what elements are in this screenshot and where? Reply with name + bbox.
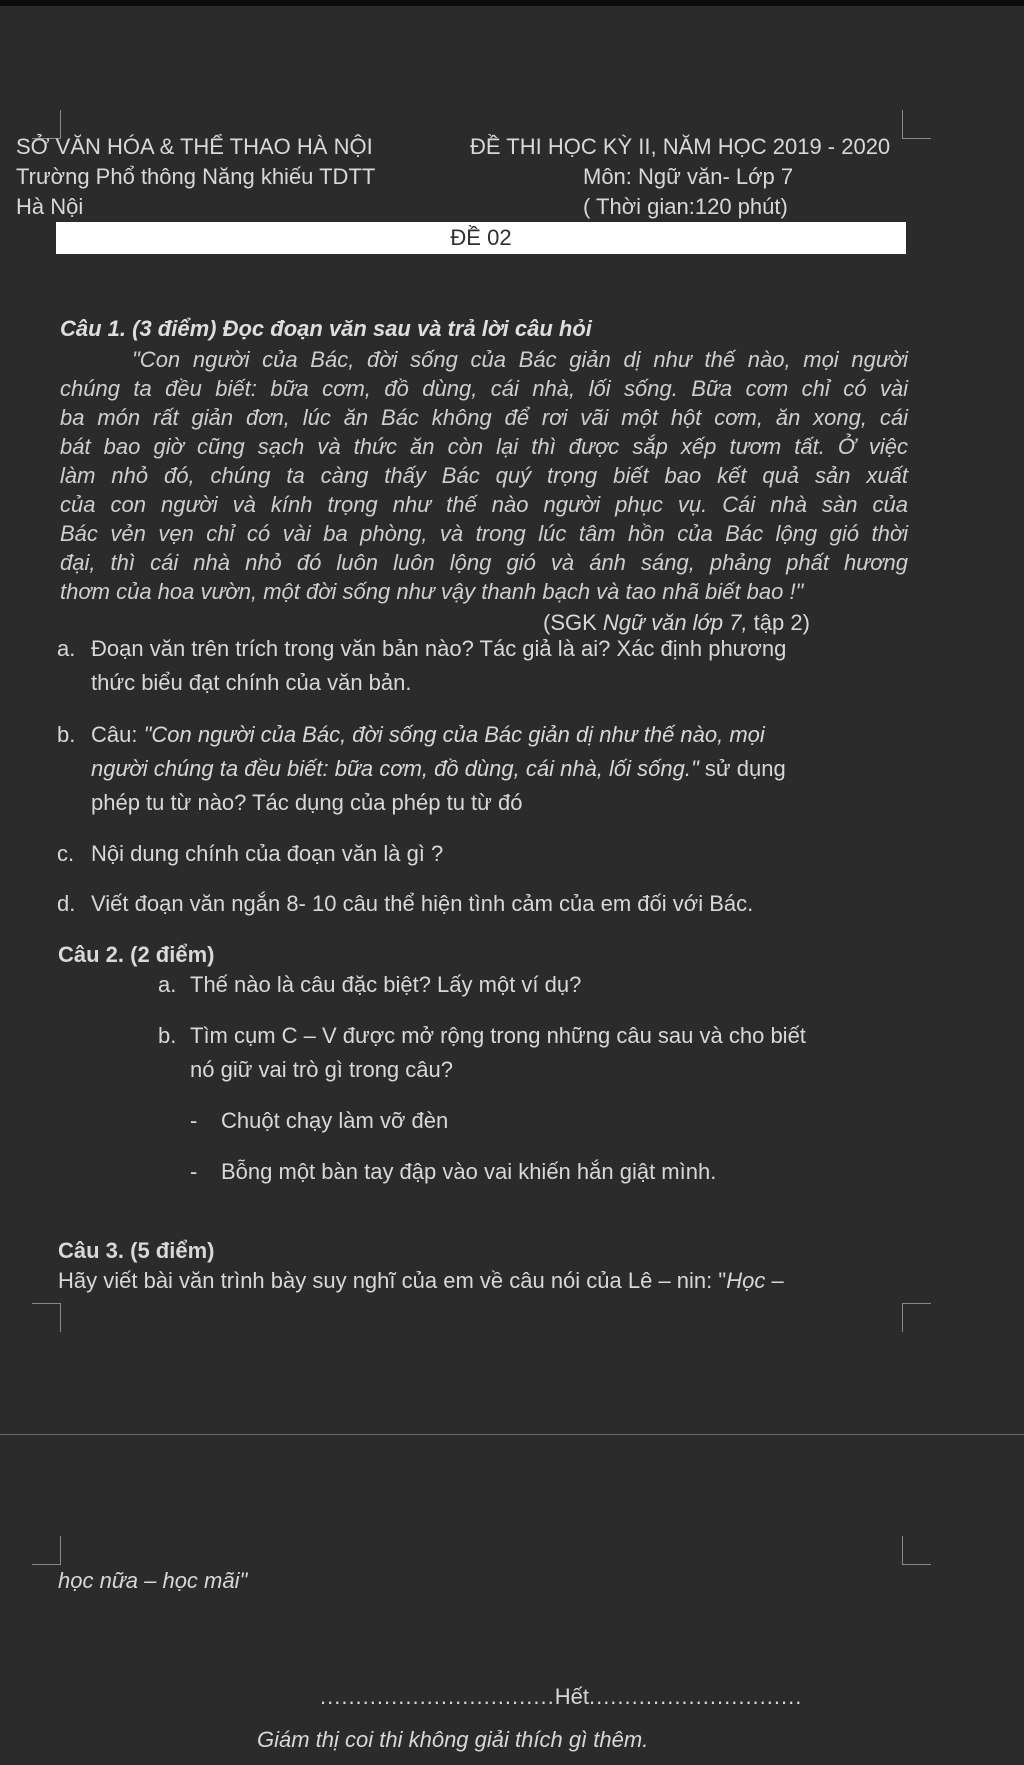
top-bar (0, 0, 1024, 6)
q3-prompt: Hãy viết bài văn trình bày suy nghĩ của em về câu nói của Lê – nin: " (58, 1268, 727, 1293)
passage-line: ba món rất giản đơn, lúc ăn Bác không để rơi vãi một hột cơm, ăn xong, cái (60, 405, 908, 430)
exam-title: ĐỀ THI HỌC KỲ II, NĂM HỌC 2019 - 2020 (470, 134, 891, 159)
end-word: Hết (554, 1684, 589, 1709)
subject-line: Môn: Ngữ văn- Lớp 7 (583, 164, 794, 189)
reading-passage (60, 345, 908, 606)
passage-line: đại, thì cái nhà nhỏ đó luôn luôn lộng gió và ánh sáng, phảng phất hương (60, 550, 908, 575)
source-book: Ngữ văn lớp 7, (602, 610, 748, 635)
passage-line: "Con người của Bác, đời sống của Bác giản dị như thế nào, mọi người (132, 347, 908, 372)
q1-b-quote-part2: người chúng ta đều biết: bữa cơm, đồ dùng, cái nhà, lối sống." (91, 756, 699, 781)
source-suffix: tập 2) (747, 610, 810, 635)
q2-sentence-1: Chuột chạy làm vỡ đèn (221, 1108, 449, 1133)
q1-c-label: c. (57, 841, 75, 866)
question-1-title: Câu 1. (3 điểm) Đọc đoạn văn sau và trả lời câu hỏi (60, 316, 592, 341)
source-prefix: (SGK (543, 610, 603, 635)
q2-b-line1: Tìm cụm C – V được mở rộng trong những câu sau và cho biết (190, 1023, 806, 1048)
q1-b-line3: phép tu từ nào? Tác dụng của phép tu từ đó (91, 790, 523, 815)
q1-c-text: Nội dung chính của đoạn văn là gì ? (91, 841, 444, 866)
passage-line: Bác vẻn vẹn chỉ có vài ba phòng, và trong lúc tâm hồn của Bác lộng gió thời (60, 521, 908, 546)
q2-b-label: b. (158, 1023, 177, 1048)
q1-b-line1 (91, 718, 765, 752)
dots-left: ................................. (320, 1684, 555, 1709)
proctor-note: Giám thị coi thi không giải thích gì thêm. (257, 1727, 649, 1752)
q1-d-label: d. (57, 891, 76, 916)
passage-line: của con người và kính trọng như thế nào người phục vụ. Cái nhà sàn của (60, 492, 908, 517)
exam-code: ĐỀ 02 (450, 225, 512, 250)
passage-line: bát bao giờ cũng sạch và thức ăn còn lại thì được sắp xếp tươm tất. Ở việc (60, 434, 908, 459)
corner-mark-page2-top-right (902, 1536, 931, 1565)
q1-a-line1: Đoạn văn trên trích trong văn bản nào? Tác giả là ai? Xác định phương (91, 636, 787, 661)
corner-mark-page2-top-left (32, 1536, 61, 1565)
dots-right: .............................. (588, 1684, 803, 1709)
q1-b-line2 (91, 752, 786, 786)
q1-b-prefix: Câu: (91, 722, 144, 747)
q3-quote-start: Học – (726, 1268, 784, 1293)
corner-mark-bottom-right (902, 1303, 931, 1332)
q2-bullet-2: - (190, 1159, 198, 1184)
end-marker (320, 1680, 802, 1714)
question-3-title: Câu 3. (5 điểm) (58, 1238, 215, 1263)
duration-line: ( Thời gian:120 phút) (583, 194, 788, 219)
q1-d-text: Viết đoạn văn ngắn 8- 10 câu thể hiện tình cảm của em đối với Bác. (91, 891, 754, 916)
passage-line: chúng ta đều biết: bữa cơm, đồ dùng, cái nhà, lối sống. Bữa cơm chỉ có vài (60, 376, 908, 401)
department-name: SỞ VĂN HÓA & THỂ THAO HÀ NỘI (16, 134, 373, 159)
q1-b-suffix: sử dụng (698, 756, 786, 781)
passage-line: làm nhỏ đó, chúng ta càng thấy Bác quý trọng biết bao kết quả sản xuất (60, 463, 908, 488)
q2-b-line2: nó giữ vai trò gì trong câu? (190, 1057, 453, 1082)
q1-a-line2: thức biểu đạt chính của văn bản. (91, 670, 412, 695)
q3-line2: học nữa – học mãi" (58, 1568, 248, 1593)
q2-sentence-2: Bỗng một bàn tay đập vào vai khiến hắn giật mình. (221, 1159, 717, 1184)
school-name: Trường Phổ thông Năng khiếu TDTT (16, 164, 376, 189)
page-separator (0, 1434, 1024, 1435)
q2-a-text: Thế nào là câu đặc biệt? Lấy một ví dụ? (190, 972, 582, 997)
q1-b-quote-part1: "Con người của Bác, đời sống của Bác giản dị như thế nào, mọi (143, 722, 765, 747)
corner-mark-bottom-left (32, 1303, 61, 1332)
q2-a-label: a. (158, 972, 177, 997)
q1-b-label: b. (57, 722, 76, 747)
passage-line: thơm của hoa vườn, một đời sống như vậy thanh bạch và tao nhã biết bao !" (60, 579, 804, 604)
q2-bullet-1: - (190, 1108, 198, 1133)
q3-line1 (58, 1264, 784, 1298)
q1-a-label: a. (57, 636, 76, 661)
city-name: Hà Nội (16, 194, 84, 219)
corner-mark-top-right (902, 110, 931, 139)
exam-code-bar (56, 222, 906, 254)
question-2-title: Câu 2. (2 điểm) (58, 942, 215, 967)
